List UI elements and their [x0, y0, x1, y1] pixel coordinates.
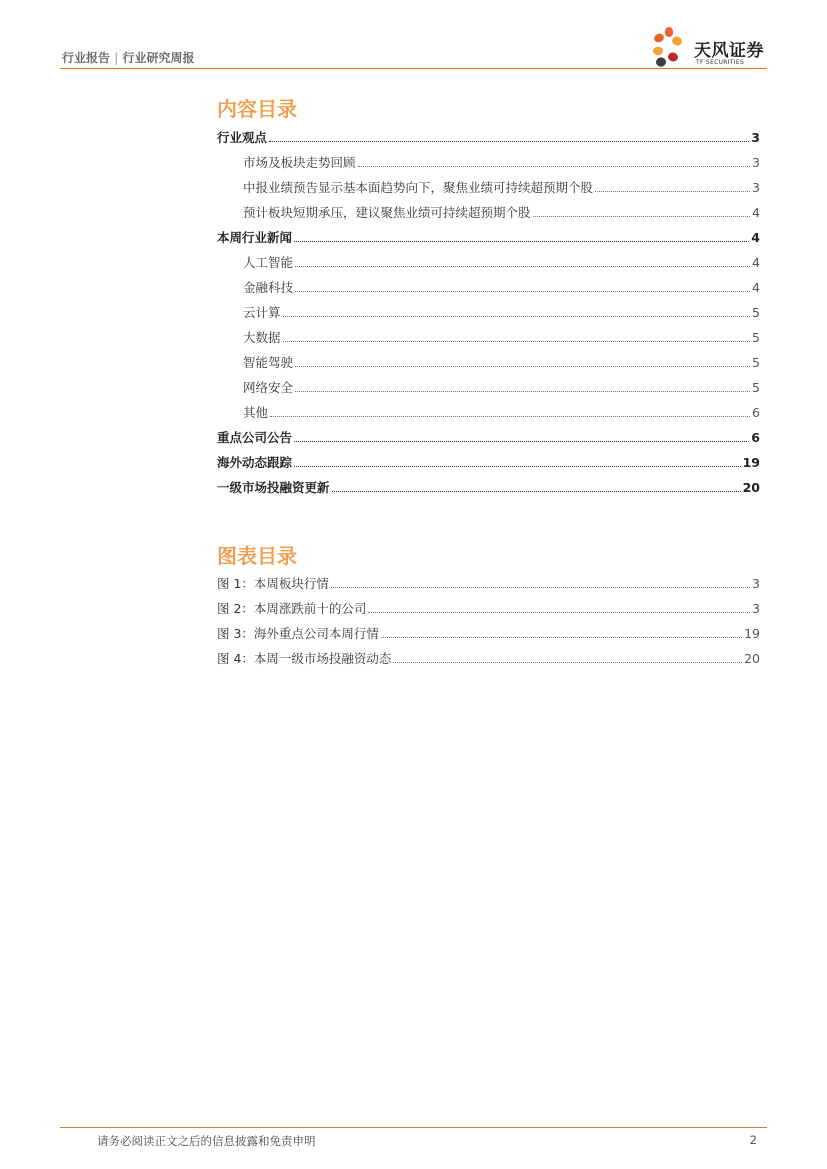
toc-entry-industry-view[interactable]	[217, 126, 760, 146]
toc-entry-text: 网络安全	[243, 380, 294, 395]
logo-petal-red	[665, 27, 673, 37]
report-category	[62, 49, 194, 66]
toc-page-number: 4	[752, 255, 760, 270]
toc-leader-dots	[295, 391, 750, 392]
toc-leader-dots	[294, 441, 749, 442]
toc-entry-short-term-pressure[interactable]	[243, 201, 760, 221]
toc-entry-primary-market[interactable]	[217, 476, 760, 496]
logo-petal-crimson	[667, 51, 679, 62]
header-separator: |	[114, 51, 119, 65]
toc-entry-overseas-tracking[interactable]	[217, 451, 760, 471]
toc-entry-text: 智能驾驶	[243, 355, 294, 370]
figure-entry-1[interactable]	[217, 572, 760, 592]
toc-entry-cybersecurity[interactable]	[243, 376, 760, 396]
logo-petal-orange	[653, 47, 663, 55]
logo-petal-dark	[656, 57, 666, 66]
toc-entry-big-data[interactable]	[243, 326, 760, 346]
toc-entry-text: 金融科技	[243, 280, 294, 295]
toc-entry-cloud[interactable]	[243, 301, 760, 321]
toc-leader-dots	[283, 341, 751, 342]
toc-page-number: 20	[742, 480, 760, 495]
toc-entry-interim-forecast[interactable]	[243, 176, 760, 196]
toc-entry-ai[interactable]	[243, 251, 760, 271]
toc-entry-text: 本周行业新闻	[217, 230, 293, 245]
figure-leader-dots	[331, 587, 750, 588]
toc-entry-company-announcements[interactable]	[217, 426, 760, 446]
toc-entry-text: 预计板块短期承压，建议聚焦业绩可持续超预期个股	[243, 205, 531, 220]
toc-entry-text: 人工智能	[243, 255, 294, 270]
toc-entry-text: 重点公司公告	[217, 430, 293, 445]
figure-entry-4[interactable]	[217, 647, 760, 667]
figure-entry-2[interactable]	[217, 597, 760, 617]
toc-entry-text: 行业观点	[217, 130, 268, 145]
toc-leader-dots	[294, 241, 749, 242]
figures-title: 图表目录	[217, 544, 297, 568]
toc-page-number: 4	[751, 230, 760, 245]
toc-entry-text: 海外动态跟踪	[217, 455, 293, 470]
toc-page-number: 5	[752, 305, 760, 320]
toc-page-number: 3	[751, 130, 760, 145]
figure-page-number: 3	[752, 576, 760, 591]
toc-leader-dots	[295, 266, 750, 267]
figure-entry-text: 图 1：本周板块行情	[217, 576, 329, 591]
toc-entry-text: 其他	[243, 405, 269, 420]
logo-name-cn: 天风证券	[694, 41, 764, 61]
toc-entry-text: 一级市场投融资更新	[217, 480, 330, 495]
toc-leader-dots	[283, 316, 751, 317]
report-type: 行业报告	[62, 51, 111, 65]
toc-entry-others[interactable]	[243, 401, 760, 421]
toc-page-number: 6	[752, 405, 760, 420]
figure-page-number: 3	[752, 601, 760, 616]
toc-entry-industry-news[interactable]	[217, 226, 760, 246]
figure-entry-text: 图 3：海外重点公司本周行情	[217, 626, 379, 641]
figure-page-number: 20	[744, 651, 760, 666]
toc-leader-dots	[533, 216, 751, 217]
figure-entry-3[interactable]	[217, 622, 760, 642]
toc-entry-autonomous-driving[interactable]	[243, 351, 760, 371]
logo-name-en: TF SECURITIES	[696, 59, 745, 66]
toc-leader-dots	[332, 491, 741, 492]
toc-page-number: 19	[742, 455, 760, 470]
toc-page-number: 5	[752, 330, 760, 345]
logo-petal-orange	[671, 35, 683, 47]
toc-page-number: 5	[752, 355, 760, 370]
toc-leader-dots	[295, 366, 750, 367]
toc-entry-market-review[interactable]	[243, 151, 760, 171]
figure-leader-dots	[368, 612, 750, 613]
figure-entry-text: 图 2：本周涨跌前十的公司	[217, 601, 367, 616]
toc-page-number: 6	[751, 430, 760, 445]
toc-page-number: 4	[752, 280, 760, 295]
toc-leader-dots	[270, 416, 750, 417]
logo-petal-red	[653, 32, 666, 44]
toc-leader-dots	[295, 291, 750, 292]
company-logo	[648, 24, 768, 72]
figure-leader-dots	[393, 662, 742, 663]
toc-entry-fintech[interactable]	[243, 276, 760, 296]
footer-page-number: 2	[749, 1133, 757, 1147]
toc-entry-text: 市场及板块走势回顾	[243, 155, 356, 170]
toc-page-number: 4	[752, 205, 760, 220]
figure-entry-text: 图 4：本周一级市场投融资动态	[217, 651, 392, 666]
toc-leader-dots	[358, 166, 751, 167]
header-divider	[60, 68, 767, 69]
report-subtype: 行业研究周报	[122, 51, 195, 65]
toc-leader-dots	[269, 141, 749, 142]
footer-disclaimer: 请务必阅读正文之后的信息披露和免责申明	[97, 1134, 316, 1148]
figure-leader-dots	[381, 637, 742, 638]
toc-page-number: 3	[752, 180, 760, 195]
toc-leader-dots	[294, 466, 741, 467]
contents-title: 内容目录	[217, 97, 297, 121]
footer-divider	[60, 1127, 767, 1128]
toc-page-number: 3	[752, 155, 760, 170]
figure-page-number: 19	[744, 626, 760, 641]
toc-page-number: 5	[752, 380, 760, 395]
toc-entry-text: 云计算	[243, 305, 281, 320]
toc-entry-text: 中报业绩预告显示基本面趋势向下，聚焦业绩可持续超预期个股	[243, 180, 594, 195]
toc-leader-dots	[595, 191, 750, 192]
toc-entry-text: 大数据	[243, 330, 281, 345]
logo-flower-icon	[648, 24, 694, 72]
